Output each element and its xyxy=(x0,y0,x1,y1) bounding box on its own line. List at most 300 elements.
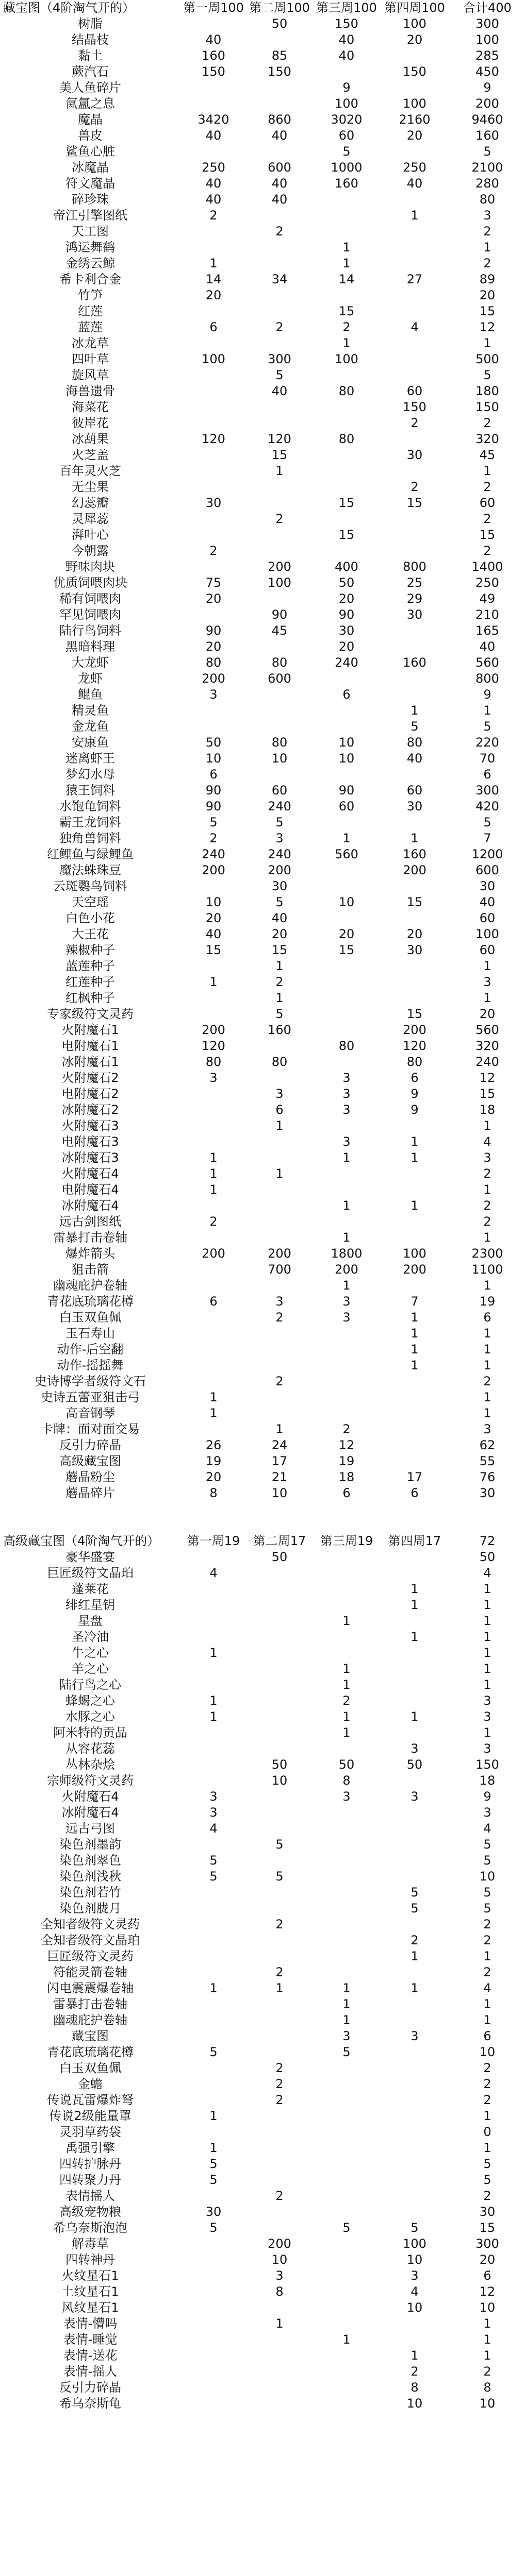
week-value-cell: 2 xyxy=(275,1965,284,1979)
table-row xyxy=(0,128,526,144)
table-row xyxy=(0,2108,526,2124)
item-name-cell: 远古剑图纸 xyxy=(59,1214,121,1229)
item-name-cell: 符能灵箭卷轴 xyxy=(53,1965,127,1979)
week-value-cell xyxy=(381,431,449,447)
week-value-cell: 20 xyxy=(205,591,222,606)
total-cell: 5 xyxy=(483,1885,491,1900)
item-name-cell: 丛林杂烩 xyxy=(65,1757,115,1772)
table-row xyxy=(0,559,526,575)
week-value-cell: 1 xyxy=(410,1981,419,1995)
week-value-cell xyxy=(313,543,381,559)
total-cell: 6 xyxy=(483,2029,491,2043)
week-value-cell xyxy=(313,1901,381,1917)
week-value-cell xyxy=(313,415,381,431)
item-name-cell: 水饱龟饲料 xyxy=(59,799,121,814)
week-value-cell xyxy=(246,703,313,719)
week-value-cell xyxy=(180,878,246,894)
week-value-cell xyxy=(313,1054,381,1070)
week-value-cell xyxy=(313,1741,381,1757)
week-value-cell: 1 xyxy=(275,2316,284,2331)
total-cell: 10 xyxy=(479,2396,496,2411)
total-cell: 1 xyxy=(483,1230,491,1245)
week-value-cell xyxy=(180,1134,246,1150)
item-name-cell: 豪华盛宴 xyxy=(65,1550,115,1564)
table-row xyxy=(0,1869,526,1885)
week-value-cell xyxy=(313,2156,381,2172)
week-value-cell xyxy=(313,958,381,974)
total-cell: 1 xyxy=(483,2109,491,2123)
item-name-cell: 冰附魔石4 xyxy=(61,1198,119,1213)
total-cell: 60 xyxy=(479,496,496,510)
item-name-cell: 卡牌：面对面交易 xyxy=(41,1422,140,1436)
week-value-cell: 2 xyxy=(275,512,284,526)
week-value-cell: 9 xyxy=(410,1103,419,1117)
item-name-cell: 冰魔晶 xyxy=(72,160,109,175)
week-value-cell: 40 xyxy=(338,32,355,47)
week-value-cell: 1 xyxy=(275,1118,284,1133)
week-value-cell xyxy=(180,1597,246,1613)
item-name-cell: 冰龙草 xyxy=(72,336,109,350)
item-name-cell: 圣冷油 xyxy=(72,1630,109,1644)
item-name-cell: 魔晶 xyxy=(78,112,103,127)
week-value-cell: 600 xyxy=(268,671,291,686)
week-value-cell xyxy=(313,447,381,463)
week-value-cell xyxy=(180,2012,246,2028)
table-row xyxy=(0,272,526,287)
week-value-cell: 300 xyxy=(268,352,291,366)
table-row xyxy=(0,1885,526,1901)
week-value-cell: 3 xyxy=(410,1741,419,1756)
table-row xyxy=(0,2364,526,2380)
week-value-cell: 1 xyxy=(209,1709,218,1724)
item-name-cell: 竹笋 xyxy=(78,288,103,302)
week-value-cell: 10 xyxy=(271,1773,288,1788)
week-value-cell: 1 xyxy=(209,1646,218,1660)
week-value-cell: 10 xyxy=(406,2396,423,2411)
week-value-cell xyxy=(313,1006,381,1022)
week-value-cell: 60 xyxy=(271,783,288,798)
table-row xyxy=(0,2140,526,2156)
table-row xyxy=(0,1326,526,1342)
total-cell: 150 xyxy=(475,1757,499,1772)
column-header: 第二周100 xyxy=(249,1,310,15)
week-value-cell: 17 xyxy=(271,1454,288,1468)
week-value-cell xyxy=(313,1022,381,1038)
week-value-cell: 1 xyxy=(209,1981,218,1995)
week-value-cell xyxy=(246,240,313,256)
week-value-cell xyxy=(180,1358,246,1374)
total-cell: 3 xyxy=(483,1805,491,1820)
table-row xyxy=(0,1150,526,1166)
week-value-cell: 100 xyxy=(403,2236,426,2251)
week-value-cell xyxy=(246,1741,313,1757)
table-row xyxy=(0,2076,526,2092)
week-value-cell xyxy=(246,1693,313,1709)
item-name-cell: 藏宝图 xyxy=(72,2029,109,2043)
week-value-cell xyxy=(246,1629,313,1645)
week-value-cell: 50 xyxy=(271,1757,288,1772)
item-name-cell: 专家级符文灵药 xyxy=(47,1007,134,1021)
total-cell: 1 xyxy=(483,1677,491,1692)
week-value-cell: 560 xyxy=(335,847,358,861)
table-row xyxy=(0,1230,526,1246)
week-value-cell: 5 xyxy=(410,1901,419,1916)
item-name-cell: 蓬莱花 xyxy=(72,1582,109,1596)
week-value-cell: 5 xyxy=(275,815,284,829)
table-title: 高级藏宝图（4阶淘气开的） xyxy=(3,1534,160,1548)
total-cell: 320 xyxy=(475,432,499,446)
item-name-cell: 闪电震震爆卷轴 xyxy=(47,1981,134,1995)
total-cell: 19 xyxy=(479,1294,496,1309)
total-cell: 5 xyxy=(483,719,491,734)
week-value-cell: 2 xyxy=(209,1214,218,1229)
week-value-cell xyxy=(180,2348,246,2364)
table-row xyxy=(0,1581,526,1597)
week-value-cell xyxy=(246,80,313,96)
week-value-cell: 3 xyxy=(209,687,218,702)
week-value-cell: 1 xyxy=(342,1997,351,2011)
table-row xyxy=(0,926,526,942)
week-value-cell: 20 xyxy=(338,927,355,941)
item-name-cell: 火附魔石3 xyxy=(61,1118,119,1133)
week-value-cell: 5 xyxy=(209,1869,218,1884)
item-name-cell: 百年灵火芝 xyxy=(59,464,121,478)
week-value-cell xyxy=(180,2316,246,2332)
week-value-cell xyxy=(313,1837,381,1853)
total-cell: 2 xyxy=(483,1933,491,1947)
week-value-cell xyxy=(246,1597,313,1613)
week-value-cell xyxy=(180,16,246,32)
table-row xyxy=(0,2284,526,2300)
table-row xyxy=(0,1964,526,1980)
week-value-cell: 120 xyxy=(202,432,225,446)
week-value-cell: 3 xyxy=(209,1789,218,1804)
week-value-cell xyxy=(180,958,246,974)
week-value-cell xyxy=(381,815,449,831)
week-value-cell xyxy=(246,495,313,511)
item-name-cell: 火附魔石4 xyxy=(61,1166,119,1181)
week-value-cell: 1 xyxy=(209,1166,218,1181)
week-value-cell xyxy=(180,335,246,351)
week-value-cell xyxy=(246,1038,313,1054)
week-value-cell: 20 xyxy=(205,288,222,302)
week-value-cell: 5 xyxy=(209,2157,218,2171)
week-value-cell: 20 xyxy=(205,911,222,925)
week-value-cell: 40 xyxy=(338,48,355,63)
table-row xyxy=(0,1405,526,1421)
week-value-cell xyxy=(246,2156,313,2172)
item-name-cell: 幻蕊瓣 xyxy=(72,496,109,510)
total-cell: 2 xyxy=(483,544,491,558)
item-name-cell: 大王花 xyxy=(72,927,109,941)
item-name-cell: 染色剂翠色 xyxy=(59,1853,121,1868)
week-value-cell: 6 xyxy=(209,1294,218,1309)
week-value-cell xyxy=(246,543,313,559)
week-value-cell: 1 xyxy=(209,1693,218,1708)
table-row xyxy=(0,192,526,208)
table-row xyxy=(0,1853,526,1869)
total-cell: 3 xyxy=(483,1150,491,1165)
table-row xyxy=(0,1948,526,1964)
table-row xyxy=(0,1773,526,1789)
week-value-cell xyxy=(381,958,449,974)
week-value-cell xyxy=(246,32,313,48)
table-row xyxy=(0,1086,526,1102)
total-cell: 320 xyxy=(475,1039,499,1053)
item-name-cell: 蘑晶碎片 xyxy=(65,1486,115,1500)
week-value-cell xyxy=(381,1996,449,2012)
table-row xyxy=(0,64,526,80)
week-value-cell xyxy=(381,367,449,383)
total-cell: 2 xyxy=(483,2093,491,2107)
total-cell: 210 xyxy=(475,607,499,622)
week-value-cell: 100 xyxy=(403,1246,426,1261)
item-name-cell: 表情-懵吗 xyxy=(63,2316,118,2331)
week-value-cell xyxy=(381,256,449,272)
item-name-cell: 陆行鸟饲料 xyxy=(59,623,121,638)
item-name-cell: 反引力碎晶 xyxy=(59,2380,121,2395)
table-row xyxy=(0,1645,526,1661)
total-cell: 3 xyxy=(483,1741,491,1756)
week-value-cell xyxy=(246,1278,313,1294)
item-name-cell: 希乌奈斯泡泡 xyxy=(53,2221,127,2235)
total-cell: 5 xyxy=(483,815,491,829)
week-value-cell: 10 xyxy=(338,895,355,909)
item-name-cell: 四转聚力丹 xyxy=(59,2173,121,2187)
week-value-cell: 80 xyxy=(406,735,423,750)
week-value-cell xyxy=(180,2076,246,2092)
week-value-cell: 1 xyxy=(342,1614,351,1628)
column-header: 第三周19 xyxy=(320,1534,373,1548)
week-value-cell: 1 xyxy=(410,1582,419,1596)
week-value-cell xyxy=(381,1118,449,1134)
week-value-cell xyxy=(313,767,381,783)
week-value-cell: 50 xyxy=(338,1757,355,1772)
item-name-cell: 染色剂胧月 xyxy=(59,1901,121,1916)
week-value-cell: 160 xyxy=(335,176,358,191)
week-value-cell xyxy=(180,1198,246,1214)
week-value-cell: 10 xyxy=(338,751,355,766)
week-value-cell xyxy=(313,2076,381,2092)
week-value-cell: 200 xyxy=(202,863,225,877)
item-name-cell: 罕见饲喂肉 xyxy=(59,607,121,622)
item-name-cell: 染色剂浅秋 xyxy=(59,1869,121,1884)
total-cell: 20 xyxy=(479,288,496,302)
item-name-cell: 史诗五蕾亚狙击弓 xyxy=(41,1390,140,1404)
table-row xyxy=(0,1741,526,1757)
week-value-cell: 80 xyxy=(338,1039,355,1053)
item-name-cell: 土纹星石1 xyxy=(61,2284,119,2299)
week-value-cell xyxy=(246,1645,313,1661)
week-value-cell: 5 xyxy=(275,1837,284,1852)
week-value-cell xyxy=(313,2108,381,2124)
week-value-cell xyxy=(381,463,449,479)
item-name-cell: 黏土 xyxy=(78,48,103,63)
week-value-cell: 24 xyxy=(271,1438,288,1452)
week-value-cell: 10 xyxy=(271,1486,288,1500)
table-row xyxy=(0,1310,526,1326)
week-value-cell xyxy=(381,2332,449,2348)
week-value-cell: 1 xyxy=(342,1709,351,1724)
item-name-cell: 湃叶心 xyxy=(72,528,109,542)
week-value-cell xyxy=(313,703,381,719)
table-row xyxy=(0,1677,526,1693)
week-value-cell xyxy=(381,80,449,96)
week-value-cell xyxy=(381,1182,449,1198)
total-cell: 2 xyxy=(483,2077,491,2091)
week-value-cell xyxy=(381,1421,449,1437)
column-header: 第二周17 xyxy=(253,1534,306,1548)
item-name-cell: 符文魔晶 xyxy=(65,176,115,191)
item-name-cell: 陆行鸟之心 xyxy=(59,1677,121,1692)
total-cell: 450 xyxy=(475,64,499,79)
week-value-cell xyxy=(313,1166,381,1182)
table-row xyxy=(0,160,526,176)
week-value-cell xyxy=(381,144,449,160)
week-value-cell xyxy=(381,623,449,639)
week-value-cell: 250 xyxy=(202,160,225,175)
week-value-cell: 2160 xyxy=(399,112,431,127)
week-value-cell xyxy=(381,48,449,64)
week-value-cell: 15 xyxy=(406,895,423,909)
total-cell: 280 xyxy=(475,176,499,191)
week-value-cell: 240 xyxy=(268,847,291,861)
item-name-cell: 冰附魔石3 xyxy=(61,1150,119,1165)
column-header: 合计400 xyxy=(463,1,512,15)
week-value-cell xyxy=(246,208,313,224)
total-cell: 80 xyxy=(479,192,496,207)
week-value-cell xyxy=(180,303,246,319)
week-value-cell xyxy=(381,1565,449,1581)
week-value-cell xyxy=(313,1358,381,1374)
week-value-cell: 6 xyxy=(342,1486,351,1500)
week-value-cell xyxy=(381,287,449,303)
week-value-cell: 250 xyxy=(403,160,426,175)
total-cell: 285 xyxy=(475,48,499,63)
week-value-cell: 6 xyxy=(342,687,351,702)
week-value-cell: 1 xyxy=(209,2141,218,2155)
week-value-cell: 3 xyxy=(342,1134,351,1149)
week-value-cell xyxy=(313,367,381,383)
table-row xyxy=(0,32,526,48)
total-cell: 10 xyxy=(479,1869,496,1884)
week-value-cell xyxy=(313,1821,381,1837)
week-value-cell: 160 xyxy=(202,48,225,63)
week-value-cell xyxy=(246,287,313,303)
total-cell: 1 xyxy=(483,1118,491,1133)
week-value-cell xyxy=(246,1565,313,1581)
table-row xyxy=(0,256,526,272)
week-value-cell xyxy=(381,192,449,208)
week-value-cell: 2 xyxy=(275,2061,284,2075)
week-value-cell: 2 xyxy=(410,2364,419,2379)
total-cell: 1 xyxy=(483,1326,491,1341)
week-value-cell xyxy=(246,2172,313,2188)
week-value-cell: 5 xyxy=(275,1869,284,1884)
week-value-cell: 3 xyxy=(410,2029,419,2043)
table-row xyxy=(0,703,526,719)
week-value-cell xyxy=(381,2188,449,2204)
week-value-cell: 15 xyxy=(338,528,355,542)
week-value-cell xyxy=(180,1773,246,1789)
total-cell: 5 xyxy=(483,1853,491,1868)
week-value-cell xyxy=(313,1853,381,1869)
week-value-cell: 80 xyxy=(205,1055,222,1069)
week-value-cell xyxy=(381,1453,449,1469)
total-cell: 1 xyxy=(483,1614,491,1628)
table-row xyxy=(0,591,526,607)
total-cell: 3 xyxy=(483,975,491,989)
week-value-cell: 3020 xyxy=(331,112,363,127)
table-row xyxy=(0,176,526,192)
item-name-cell: 迷离虾王 xyxy=(65,751,115,766)
advanced-treasure-map-table xyxy=(0,1533,526,2412)
week-value-cell: 75 xyxy=(205,575,222,590)
table-row xyxy=(0,367,526,383)
table-row xyxy=(0,942,526,958)
week-value-cell xyxy=(246,256,313,272)
table-row xyxy=(0,1469,526,1485)
total-cell: 2 xyxy=(483,1917,491,1931)
week-value-cell xyxy=(180,240,246,256)
item-name-cell: 安康鱼 xyxy=(72,735,109,750)
week-value-cell xyxy=(180,1613,246,1629)
table-row xyxy=(0,2044,526,2060)
week-value-cell xyxy=(246,1070,313,1086)
week-value-cell: 3 xyxy=(275,1087,284,1101)
table-row xyxy=(0,463,526,479)
week-value-cell: 1 xyxy=(410,831,419,845)
table-row xyxy=(0,1917,526,1933)
week-value-cell xyxy=(246,2124,313,2140)
week-value-cell xyxy=(381,1230,449,1246)
week-value-cell xyxy=(246,1389,313,1405)
table-row xyxy=(0,1789,526,1805)
week-value-cell: 2 xyxy=(275,975,284,989)
week-value-cell: 3 xyxy=(342,1071,351,1085)
week-value-cell xyxy=(180,2396,246,2412)
week-value-cell xyxy=(381,2204,449,2220)
total-cell: 2 xyxy=(483,2364,491,2379)
week-value-cell: 20 xyxy=(338,591,355,606)
table-row xyxy=(0,1805,526,1821)
total-cell: 150 xyxy=(475,400,499,414)
total-cell: 1 xyxy=(483,1646,491,1660)
week-value-cell xyxy=(313,2236,381,2252)
total-cell: 1 xyxy=(483,1949,491,1963)
week-value-cell xyxy=(246,719,313,735)
total-cell: 1 xyxy=(483,1390,491,1404)
week-value-cell: 1 xyxy=(342,2332,351,2347)
week-value-cell xyxy=(246,2204,313,2220)
total-cell: 2100 xyxy=(471,160,503,175)
week-value-cell xyxy=(313,1118,381,1134)
week-value-cell xyxy=(381,1725,449,1741)
item-name-cell: 史诗博学者级符文石 xyxy=(35,1374,146,1388)
week-value-cell xyxy=(246,1581,313,1597)
table-row xyxy=(0,224,526,240)
week-value-cell: 6 xyxy=(410,1071,419,1085)
week-value-cell: 10 xyxy=(406,2252,423,2267)
week-value-cell: 600 xyxy=(268,160,291,175)
week-value-cell xyxy=(313,2364,381,2380)
week-value-cell xyxy=(246,2348,313,2364)
total-cell: 18 xyxy=(479,1103,496,1117)
table-row xyxy=(0,543,526,559)
week-value-cell xyxy=(180,1262,246,1278)
week-value-cell: 1800 xyxy=(331,1246,363,1261)
week-value-cell: 1 xyxy=(209,975,218,989)
